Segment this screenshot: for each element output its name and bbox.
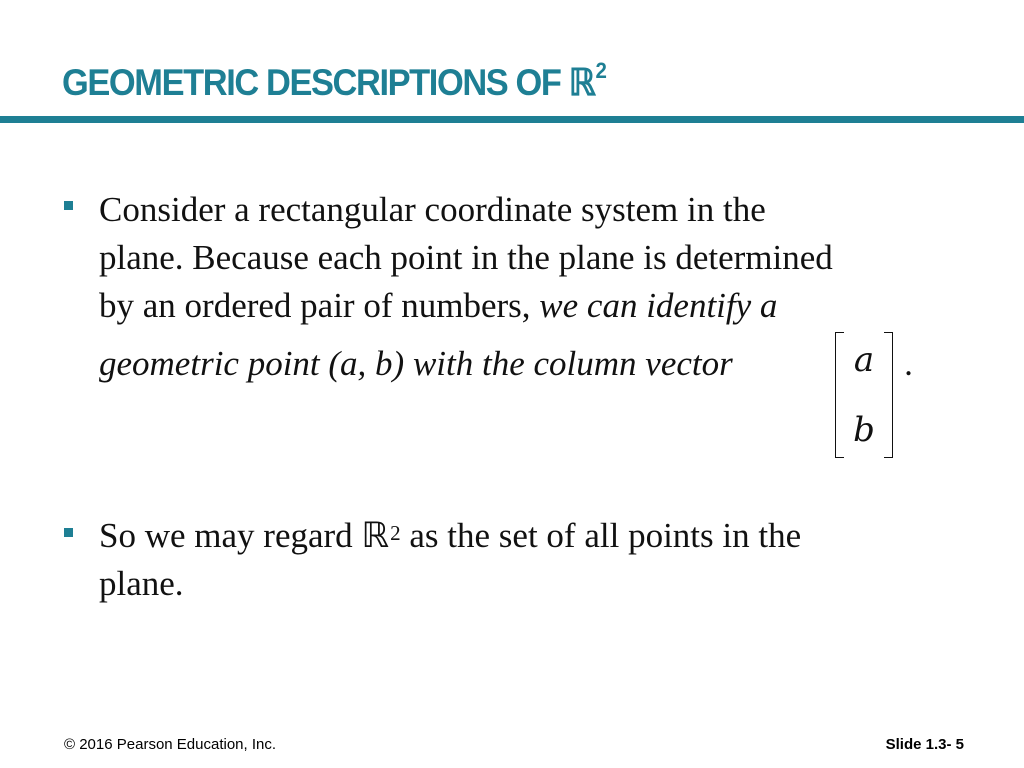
vector-entry-bottom: b — [853, 410, 875, 450]
slide-title-superscript: 2 — [595, 58, 606, 83]
title-divider — [0, 116, 1024, 123]
bullet-paragraph-1 — [99, 186, 833, 330]
slide-title — [62, 58, 606, 103]
bullet-1-line-1: Consider a rectangular coordinate system in the — [99, 190, 766, 229]
footer-copyright: © 2016 Pearson Education, Inc. — [64, 736, 277, 753]
bullet-2-line-1 — [99, 512, 801, 560]
bullet-1-line-3-normal: by an ordered pair of numbers, — [99, 286, 540, 325]
bullet-1-line-2: plane. Because each point in the plane is determined — [99, 238, 833, 277]
bullet-1-line-3-italic: we can identify a — [539, 286, 778, 325]
footer-slide-number: Slide 1.3- 5 — [885, 736, 964, 753]
bullet-1-line-3 — [99, 282, 833, 330]
bullet-square-icon — [64, 528, 73, 537]
bullet-paragraph-2 — [99, 512, 801, 608]
bullet-2-line-2: plane. — [99, 564, 184, 603]
bullet-1-line-4: geometric point (a, b) with the column vector — [99, 344, 733, 383]
slide-title-text: GEOMETRIC DESCRIPTIONS OF ℝ — [62, 62, 595, 103]
column-vector — [835, 332, 893, 458]
vector-trailing-period: . — [905, 344, 914, 383]
bullet-2-superscript: 2 — [390, 521, 401, 545]
vector-entry-top: a — [853, 340, 875, 380]
bullet-2-line-1-before: So we may regard ℝ — [99, 516, 390, 555]
bullet-square-icon — [64, 201, 73, 210]
bullet-2-line-1-after: as the set of all points in the — [400, 516, 802, 555]
